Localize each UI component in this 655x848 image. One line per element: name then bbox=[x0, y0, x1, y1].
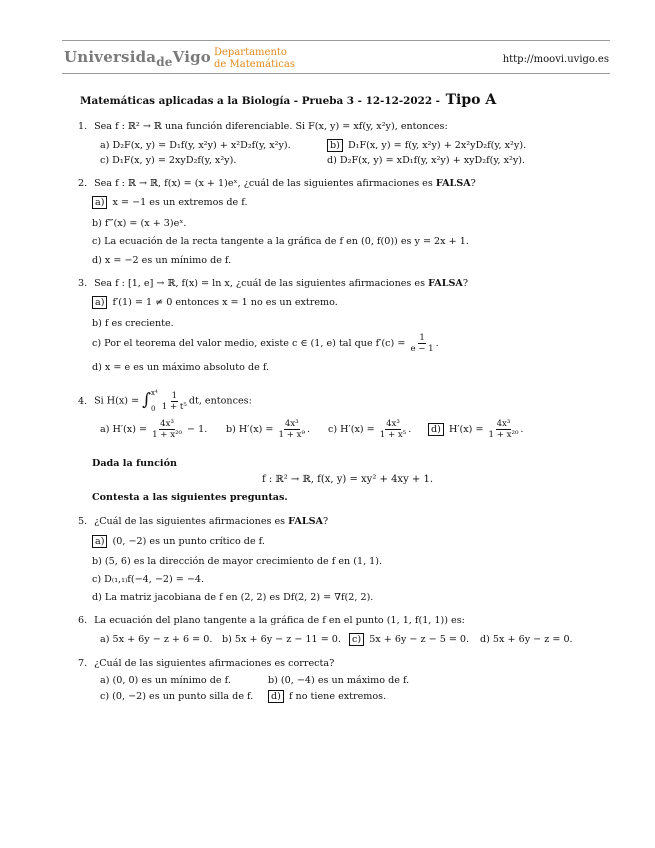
q2-option-d: d) x = −2 es un mínimo de f. bbox=[92, 255, 232, 266]
q1-option-c: c) D₁F(x, y) = 2xyD₂f(y, x²y). bbox=[100, 155, 237, 166]
q3-option-b: b) f es creciente. bbox=[92, 318, 174, 329]
integral-sign: ∫ bbox=[142, 390, 152, 410]
question-7-stem: 7. ¿Cuál de las siguientes afirmaciones es correcta? bbox=[78, 658, 335, 669]
q1-option-b: b) D₁F(x, y) = f(y, x²y) + 2x²yD₂f(y, x²y). bbox=[327, 139, 526, 152]
q2-option-b: b) f‴(x) = (x + 3)eˣ. bbox=[92, 218, 187, 229]
answer-box: a) bbox=[92, 296, 107, 309]
question-3-stem: 3. Sea f : [1, e] → ℝ, f(x) = ln x, ¿cuál de las siguientes afirmaciones es FALSA? bbox=[78, 278, 469, 289]
exam-title: Matemáticas aplicadas a la Biología - Prueba 3 - 12-12-2022 - Tipo A bbox=[80, 92, 497, 108]
answer-box: a) bbox=[92, 535, 107, 548]
question-1-stem: 1. Sea f : ℝ² → ℝ una función diferenciable. Si F(x, y) = xf(y, x²y), entonces: bbox=[78, 121, 448, 132]
q4-option-c: c) H′(x) = $\frac{\text{4x³}}{\text{1 + x⁵}}$ . bbox=[328, 419, 412, 440]
q6-option-d: d) 5x + 6y − z = 0. bbox=[480, 634, 573, 645]
answer-box: b) bbox=[327, 139, 343, 152]
q7-option-c: c) (0, −2) es un punto silla de f. bbox=[100, 691, 254, 702]
given-function: f : ℝ² → ℝ, f(x, y) = xy² + 4xy + 1. bbox=[262, 474, 434, 485]
q3-option-d: d) x = e es un máximo absoluto de f. bbox=[92, 362, 270, 373]
department-name: Departamento de Matemáticas bbox=[214, 47, 295, 70]
given-heading: Dada la función bbox=[92, 458, 177, 469]
question-5-stem: 5. ¿Cuál de las siguientes afirmaciones es FALSA? bbox=[78, 516, 329, 527]
university-logo: Universida$_{de}$Vigo bbox=[64, 48, 212, 69]
fraction: $\frac{\text{4x³}}{\text{1 + x²⁰}}$ bbox=[488, 419, 519, 440]
page-header bbox=[0, 40, 655, 80]
answer-box: a) bbox=[92, 196, 107, 209]
integral-limits: x⁴ 0 bbox=[151, 389, 158, 413]
question-2-stem: 2. Sea f : ℝ → ℝ, f(x) = (x + 1)eˣ, ¿cuál de las siguientes afirmaciones es FALSA? bbox=[78, 178, 476, 189]
q4-option-a: a) H′(x) = $\frac{\text{4x³}}{\text{1 + x²⁰}}$ − 1. bbox=[100, 419, 208, 440]
q1-option-d: d) D₂F(x, y) = xD₁f(y, x²y) + xyD₂f(y, x²y). bbox=[327, 155, 526, 166]
header-top-rule bbox=[62, 40, 610, 41]
fraction: $\frac{\text{4x³}}{\text{1 + x⁹}}$ bbox=[278, 419, 305, 440]
q4-option-d: d) H′(x) = $\frac{\text{4x³}}{\text{1 + x²⁰}}$ . bbox=[428, 419, 523, 440]
q6-option-a: a) 5x + 6y − z + 6 = 0. bbox=[100, 634, 213, 645]
q7-option-a: a) (0, 0) es un mínimo de f. bbox=[100, 675, 231, 686]
q1-option-a: a) D₂F(x, y) = D₁f(y, x²y) + x²D₂f(y, x²y). bbox=[100, 140, 291, 151]
course-url: http://moovi.uvigo.es bbox=[502, 54, 609, 65]
q6-option-c: c) 5x + 6y − z − 5 = 0. bbox=[349, 633, 469, 646]
q5-option-b: b) (5, 6) es la dirección de mayor crecimiento de f en (1, 1). bbox=[92, 556, 383, 567]
q5-option-c: c) D₍₁,₁₎f(−4, −2) = −4. bbox=[92, 574, 205, 585]
q4-option-b: b) H′(x) = $\frac{\text{4x³}}{\text{1 + x⁹}}$ . bbox=[226, 419, 311, 440]
q2-option-c: c) La ecuación de la recta tangente a la gráfica de f en (0, f(0)) es y = 2x + 1. bbox=[92, 236, 469, 247]
fraction: $\frac{\text{4x³}}{\text{1 + x²⁰}}$ bbox=[152, 419, 182, 440]
answer-box: c) bbox=[349, 633, 364, 646]
q2-option-a: a) x = −1 es un extremos de f. bbox=[92, 196, 248, 209]
question-4-stem: 4. Si H(x) = ∫ x⁴ 0 $\frac{1}{\text{1 + t⁵}}$ dt, entonces: bbox=[78, 389, 252, 413]
fraction: $\frac{1}{\text{1 + t⁵}}$ bbox=[161, 390, 187, 412]
instruction-text: Contesta a las siguientes preguntas. bbox=[92, 492, 288, 503]
exam-type: Tipo A bbox=[445, 92, 497, 108]
fraction: $\frac{\text{4x³}}{\text{1 + x⁵}}$ bbox=[379, 419, 407, 440]
answer-box: d) bbox=[268, 690, 284, 703]
q3-option-a: a) f′(1) = 1 ≠ 0 entonces x = 1 no es un extremo. bbox=[92, 296, 338, 309]
header-bottom-rule bbox=[62, 73, 610, 74]
q7-option-d: d) f no tiene extremos. bbox=[268, 690, 386, 703]
q6-option-b: b) 5x + 6y − z − 11 = 0. bbox=[222, 634, 341, 645]
q3-option-c: c) Por el teorema del valor medio, existe c ∈ (1, e) tal que f′(c) = $\frac{1}{e - 1}$ . bbox=[92, 333, 439, 354]
answer-box: d) bbox=[428, 423, 444, 436]
fraction: $\frac{1}{e - 1}$ bbox=[410, 333, 434, 354]
question-6-stem: 6. La ecuación del plano tangente a la gráfica de f en el punto (1, 1, f(1, 1)) es: bbox=[78, 615, 465, 626]
q5-option-a: a) (0, −2) es un punto crítico de f. bbox=[92, 535, 265, 548]
q5-option-d: d) La matriz jacobiana de f en (2, 2) es Df(2, 2) = ∇f(2, 2). bbox=[92, 592, 374, 603]
q7-option-b: b) (0, −4) es un máximo de f. bbox=[268, 675, 410, 686]
